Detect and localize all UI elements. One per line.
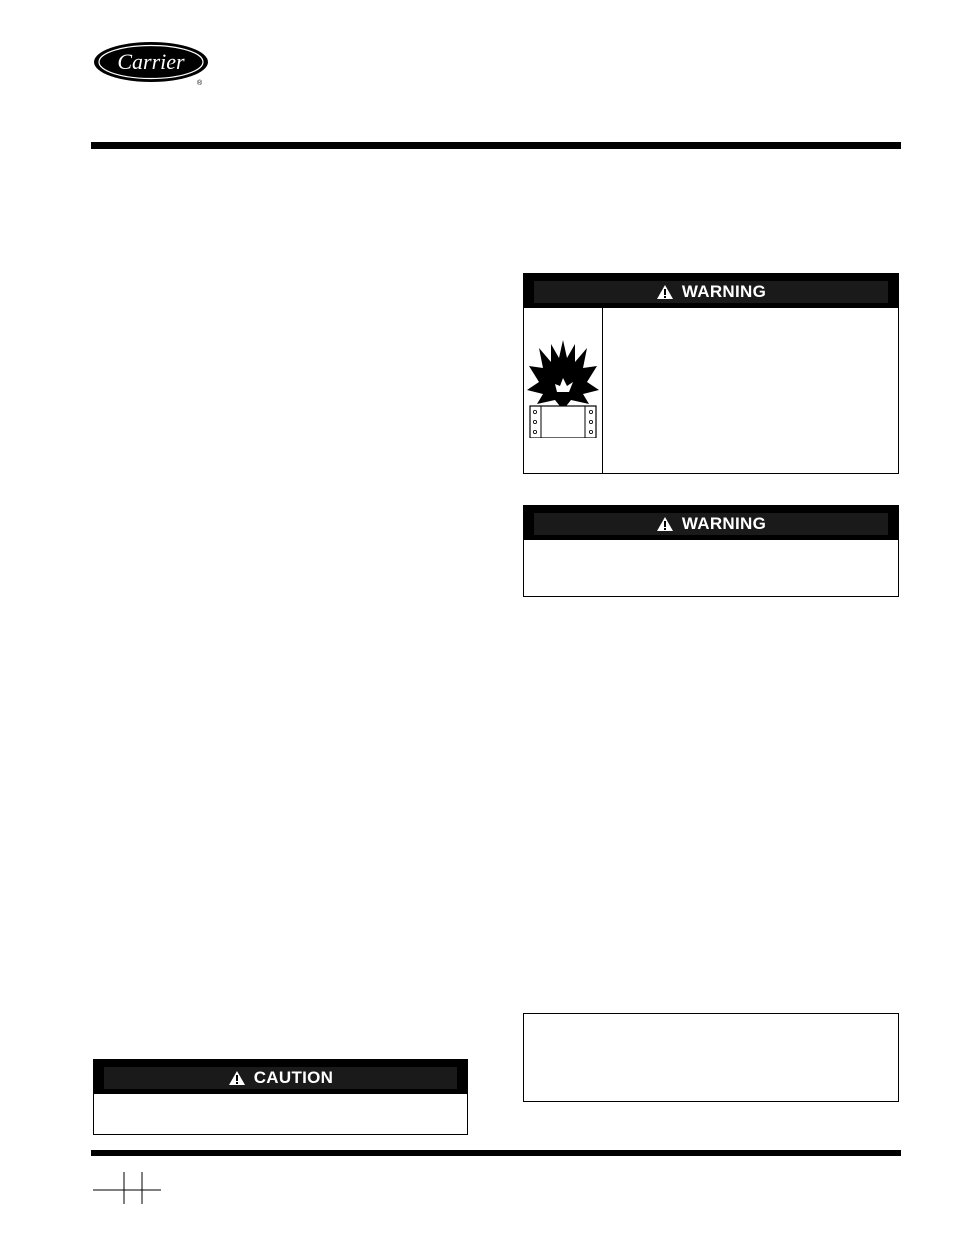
crop-marks — [93, 1170, 163, 1206]
alert-triangle-icon — [656, 284, 674, 300]
caution-header — [94, 1060, 467, 1094]
alert-triangle-icon — [656, 516, 674, 532]
pictogram-cell — [524, 308, 603, 473]
caution-label: CAUTION — [253, 1068, 334, 1087]
alert-triangle-icon — [228, 1070, 246, 1086]
explosion-hazard-icon — [527, 338, 599, 438]
warning-header — [524, 506, 898, 540]
note-box — [523, 1013, 899, 1102]
warning-box-explosion — [523, 273, 899, 474]
warning-label: WARNING — [681, 282, 767, 301]
warning-header — [524, 274, 898, 308]
caution-box — [93, 1059, 468, 1135]
warning-box — [523, 505, 899, 597]
brand-name: Carrier — [117, 49, 185, 74]
top-rule — [91, 142, 901, 149]
registered-mark: ® — [197, 80, 203, 87]
bottom-rule — [91, 1150, 901, 1156]
warning-label: WARNING — [681, 514, 767, 533]
carrier-logo — [93, 41, 211, 87]
